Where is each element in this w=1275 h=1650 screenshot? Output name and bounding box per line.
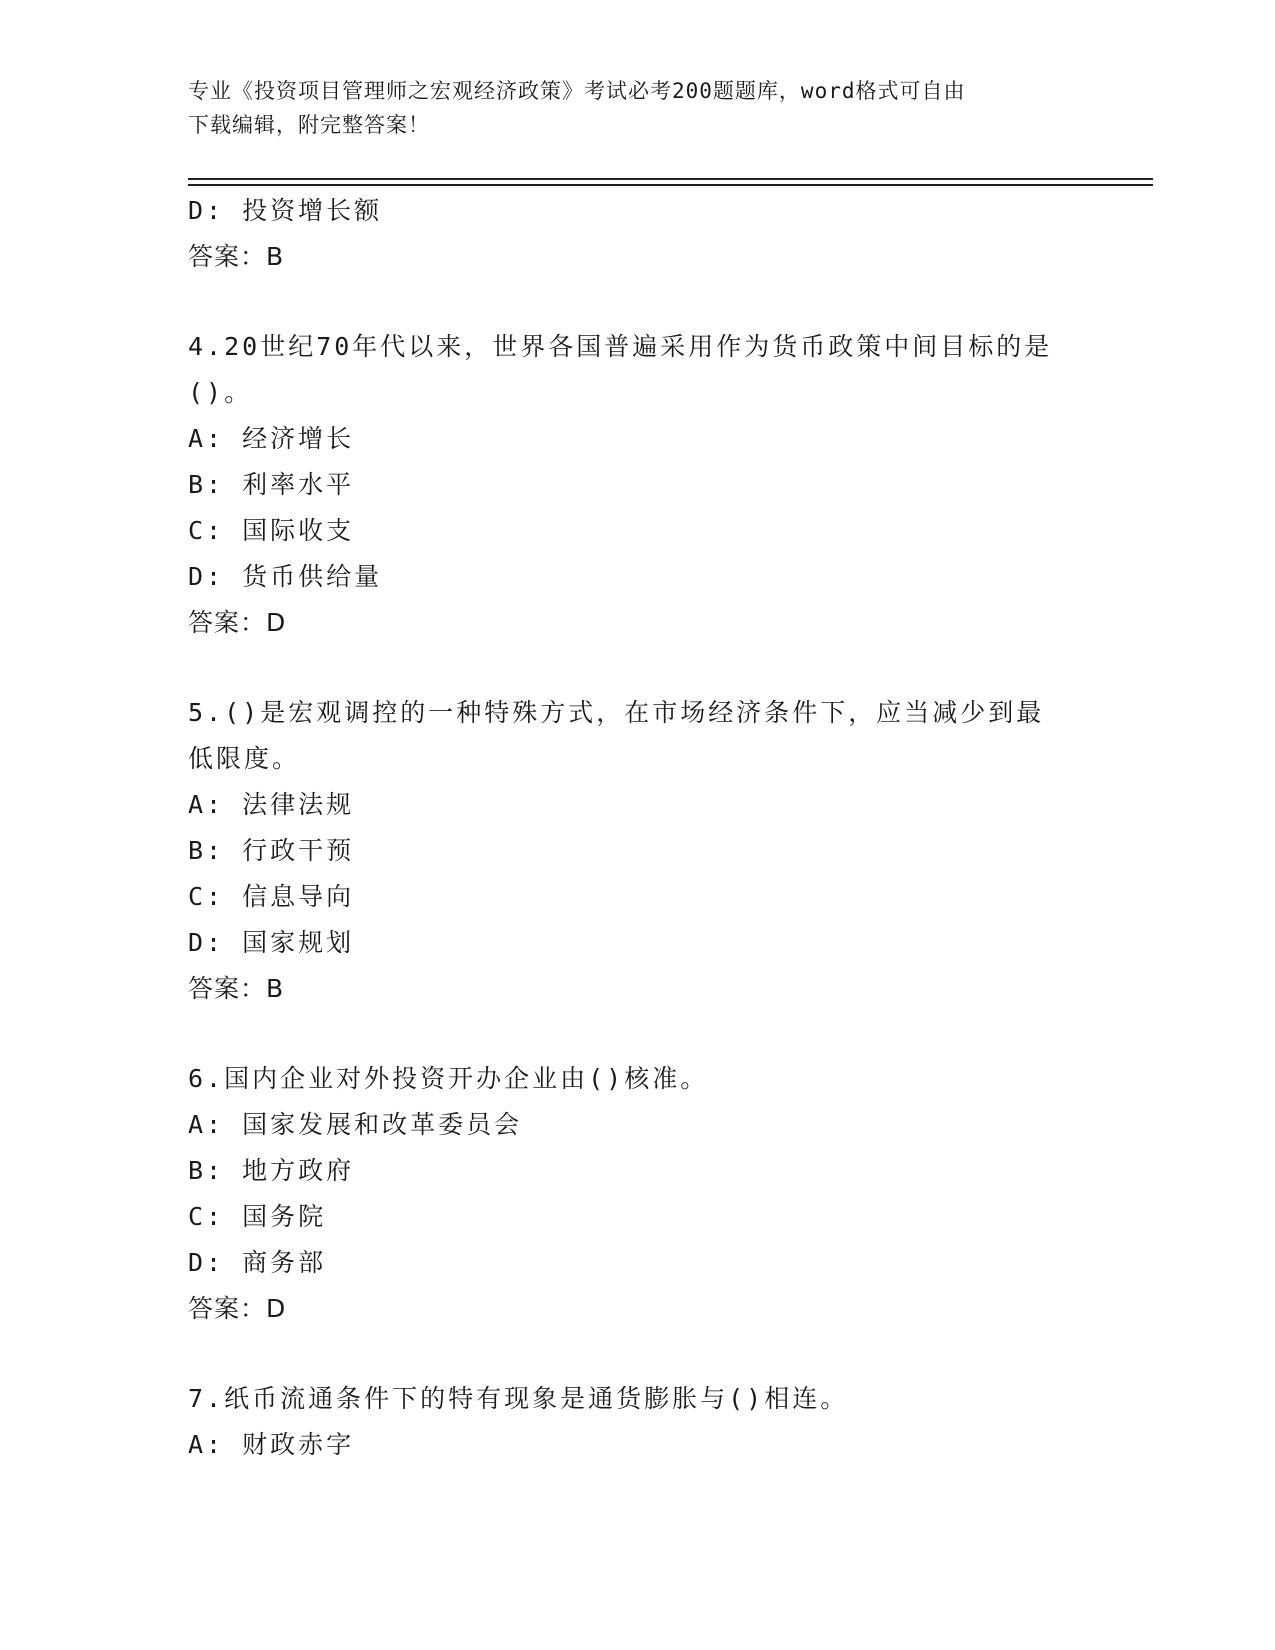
option-d: D: 投资增长额: [188, 196, 383, 225]
question-text: 6.国内企业对外投资开办企业由()核准。: [188, 1064, 709, 1093]
question-6: [188, 1056, 1108, 1332]
question-5: [188, 690, 1108, 1012]
question-list: [188, 188, 1108, 1468]
question-4: [188, 324, 1108, 646]
answer-line: 答案：B: [188, 242, 285, 271]
option-d: D: 货币供给量: [188, 562, 383, 591]
option-a: A: 法律法规: [188, 790, 355, 819]
answer-line: 答案：D: [188, 608, 287, 637]
option-b: B: 地方政府: [188, 1156, 355, 1185]
question-text-continued: 低限度。: [188, 744, 301, 773]
header-line-1: 专业《投资项目管理师之宏观经济政策》考试必考200题题库，word格式可自由: [188, 79, 966, 103]
question-text-continued: ()。: [188, 378, 253, 407]
header-rule-bottom: [188, 184, 1153, 186]
answer-line: 答案：B: [188, 974, 285, 1003]
option-b: B: 利率水平: [188, 470, 355, 499]
option-c: C: 国际收支: [188, 516, 355, 545]
header-rule-top: [188, 178, 1153, 180]
option-b: B: 行政干预: [188, 836, 355, 865]
question-text: 5.()是宏观调控的一种特殊方式，在市场经济条件下，应当减少到最: [188, 698, 1045, 727]
option-c: C: 国务院: [188, 1202, 327, 1231]
option-a: A: 经济增长: [188, 424, 355, 453]
document-header: [188, 74, 1088, 142]
option-d: D: 国家规划: [188, 928, 355, 957]
question-7: [188, 1376, 1108, 1468]
option-d: D: 商务部: [188, 1248, 327, 1277]
question-text: 7.纸币流通条件下的特有现象是通货膨胀与()相连。: [188, 1384, 849, 1413]
header-line-2: 下载编辑，附完整答案！: [188, 113, 430, 137]
option-a: A: 国家发展和改革委员会: [188, 1110, 523, 1139]
option-c: C: 信息导向: [188, 882, 355, 911]
question-text: 4.20世纪70年代以来，世界各国普遍采用作为货币政策中间目标的是: [188, 332, 1053, 361]
option-a: A: 财政赤字: [188, 1430, 355, 1459]
answer-line: 答案：D: [188, 1294, 287, 1323]
